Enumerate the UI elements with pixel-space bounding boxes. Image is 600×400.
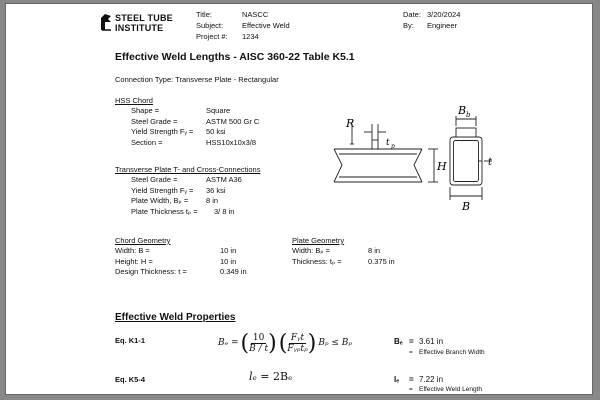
plate-geo-width-value: 8 in <box>368 246 381 255</box>
k11-result-value: 3.61 in <box>419 337 444 346</box>
cross-section <box>450 116 492 200</box>
chord-width-value: 10 in <box>220 246 237 255</box>
hss-section-label: Section = <box>131 137 163 147</box>
k11-desc-eq: = <box>409 349 413 356</box>
chord-height-value: 10 in <box>220 256 237 266</box>
side-view <box>334 124 438 182</box>
k11-frac2 <box>287 333 307 354</box>
k11-result-eq: = <box>409 337 414 346</box>
chord-geo-labels <box>115 246 187 278</box>
hss-fy-value: 50 ksi <box>206 127 226 136</box>
k11-d2: Fᵧₚtₚ <box>287 343 308 354</box>
calc-sheet <box>6 4 592 394</box>
diagram-label-tp: t <box>386 138 390 148</box>
plate-width-label: Plate Width, Bₚ = <box>131 196 189 205</box>
eq-k11-formula <box>218 325 352 361</box>
diagram-label-b: B <box>462 200 471 213</box>
date-value: 3/20/2024 <box>427 10 461 19</box>
k11-paren2-open: ( <box>278 330 288 356</box>
plate-thickness-label: Plate Thickness tₚ = <box>131 206 198 216</box>
logo-line2: INSTITUTE <box>115 23 164 33</box>
diagram-label-bb: B <box>458 104 467 117</box>
transverse-plate-heading: Transverse Plate T- and Cross-Connections <box>115 165 261 174</box>
title-label: Title: <box>196 10 212 19</box>
k54-desc: Effective Weld Length <box>419 386 482 393</box>
plate-geo-thickness-value: 0.375 in <box>368 256 395 266</box>
hss-shape-label: Shape = <box>131 106 160 115</box>
logo-line1: STEEL TUBE <box>115 13 173 23</box>
k11-rhs: Bₚ ≤ Bₚ <box>318 338 353 348</box>
hss-chord-heading: HSS Chord <box>115 96 153 105</box>
plate-grade-label: Steel Grade = <box>131 175 178 184</box>
chord-width-label: Width: B = <box>115 246 150 255</box>
eq-k11-label: Eq. K1-1 <box>115 336 146 345</box>
k54-desc-eq: = <box>409 386 413 393</box>
chord-thickness-label: Design Thickness: t = <box>115 267 187 276</box>
k54-result-value: 7.22 in <box>419 375 444 384</box>
plate-geo-width-label: Width: Bₚ = <box>292 246 331 255</box>
effective-weld-heading: Effective Weld Properties <box>115 312 236 323</box>
chord-geometry-heading: Chord Geometry <box>115 236 171 245</box>
hss-chord-labels <box>131 106 193 148</box>
by-value: Engineer <box>427 21 458 30</box>
diagram-label-r: R <box>346 117 355 130</box>
plate-geo-labels <box>292 246 342 267</box>
plate-geo-values <box>368 246 395 267</box>
plate-thickness-value: 3/ 8 in <box>214 206 235 216</box>
k11-n2: Fᵧt <box>290 332 305 343</box>
diagram-label-tp-sub: p <box>391 143 395 150</box>
k11-paren2-close: ) <box>307 330 317 356</box>
diagram-label-bb-sub: b <box>466 111 471 119</box>
k11-n1: 10 <box>252 332 265 343</box>
plate-fy-value: 36 ksi <box>206 185 226 195</box>
hss-grade-value: ASTM 500 Gr C <box>206 116 260 126</box>
subject-label: Subject: <box>196 21 224 30</box>
date-label: Date: <box>403 10 421 19</box>
connection-type: Connection Type: Transverse Plate - Rectangular <box>115 75 279 84</box>
project-label: Project #: <box>196 32 228 41</box>
by-label: By: <box>403 21 414 30</box>
hss-section-value: HSS10x10x3/8 <box>206 137 257 147</box>
plate-geo-thickness-label: Thickness: tₚ = <box>292 256 342 266</box>
plate-fy-label: Yield Strength Fᵧ = <box>131 185 194 195</box>
subject-value: Effective Weld <box>242 21 290 30</box>
k11-desc: Effective Branch Width <box>419 349 485 356</box>
page-title: Effective Weld Lengths - AISC 360-22 Table K5.1 <box>115 51 355 63</box>
k11-paren-open: ( <box>240 330 250 356</box>
chord-geo-values <box>220 246 247 278</box>
hss-grade-label: Steel Grade = <box>131 116 178 126</box>
k54-lhs: lₑ <box>249 370 257 383</box>
k54-result-symbol: lₑ <box>394 375 400 384</box>
plate-values <box>206 175 242 217</box>
plate-labels <box>131 175 198 217</box>
k11-frac1 <box>249 333 268 354</box>
chord-thickness-value: 0.349 in <box>220 267 247 276</box>
hss-chord-values <box>206 106 259 148</box>
sti-logo <box>99 12 173 34</box>
plate-grade-value: ASTM A36 <box>206 175 242 184</box>
eq-k54-formula <box>249 370 292 383</box>
project-value: 1234 <box>242 32 259 41</box>
diagram-label-t: t <box>488 157 493 168</box>
k11-d1: B / t <box>249 343 269 354</box>
plate-width-value: 8 in <box>206 196 219 205</box>
eq-k54-label: Eq. K5-4 <box>115 375 146 384</box>
plate-geometry-heading: Plate Geometry <box>292 236 345 245</box>
hss-fy-label: Yield Strength Fᵧ = <box>131 127 194 136</box>
k11-lhs: Bₑ = <box>218 338 239 348</box>
chord-height-label: Height: H = <box>115 256 153 266</box>
k11-result-symbol: Bₑ <box>394 337 403 346</box>
sti-logo-icon <box>99 12 113 32</box>
k54-rhs: = 2Bₑ <box>260 370 293 383</box>
k54-result-eq: = <box>409 375 414 384</box>
k11-paren-close: ) <box>268 330 277 356</box>
title-value: NASCC <box>242 10 269 19</box>
hss-shape-value: Square <box>206 106 231 115</box>
diagram-label-h: H <box>437 160 447 173</box>
connection-diagram <box>324 104 504 214</box>
